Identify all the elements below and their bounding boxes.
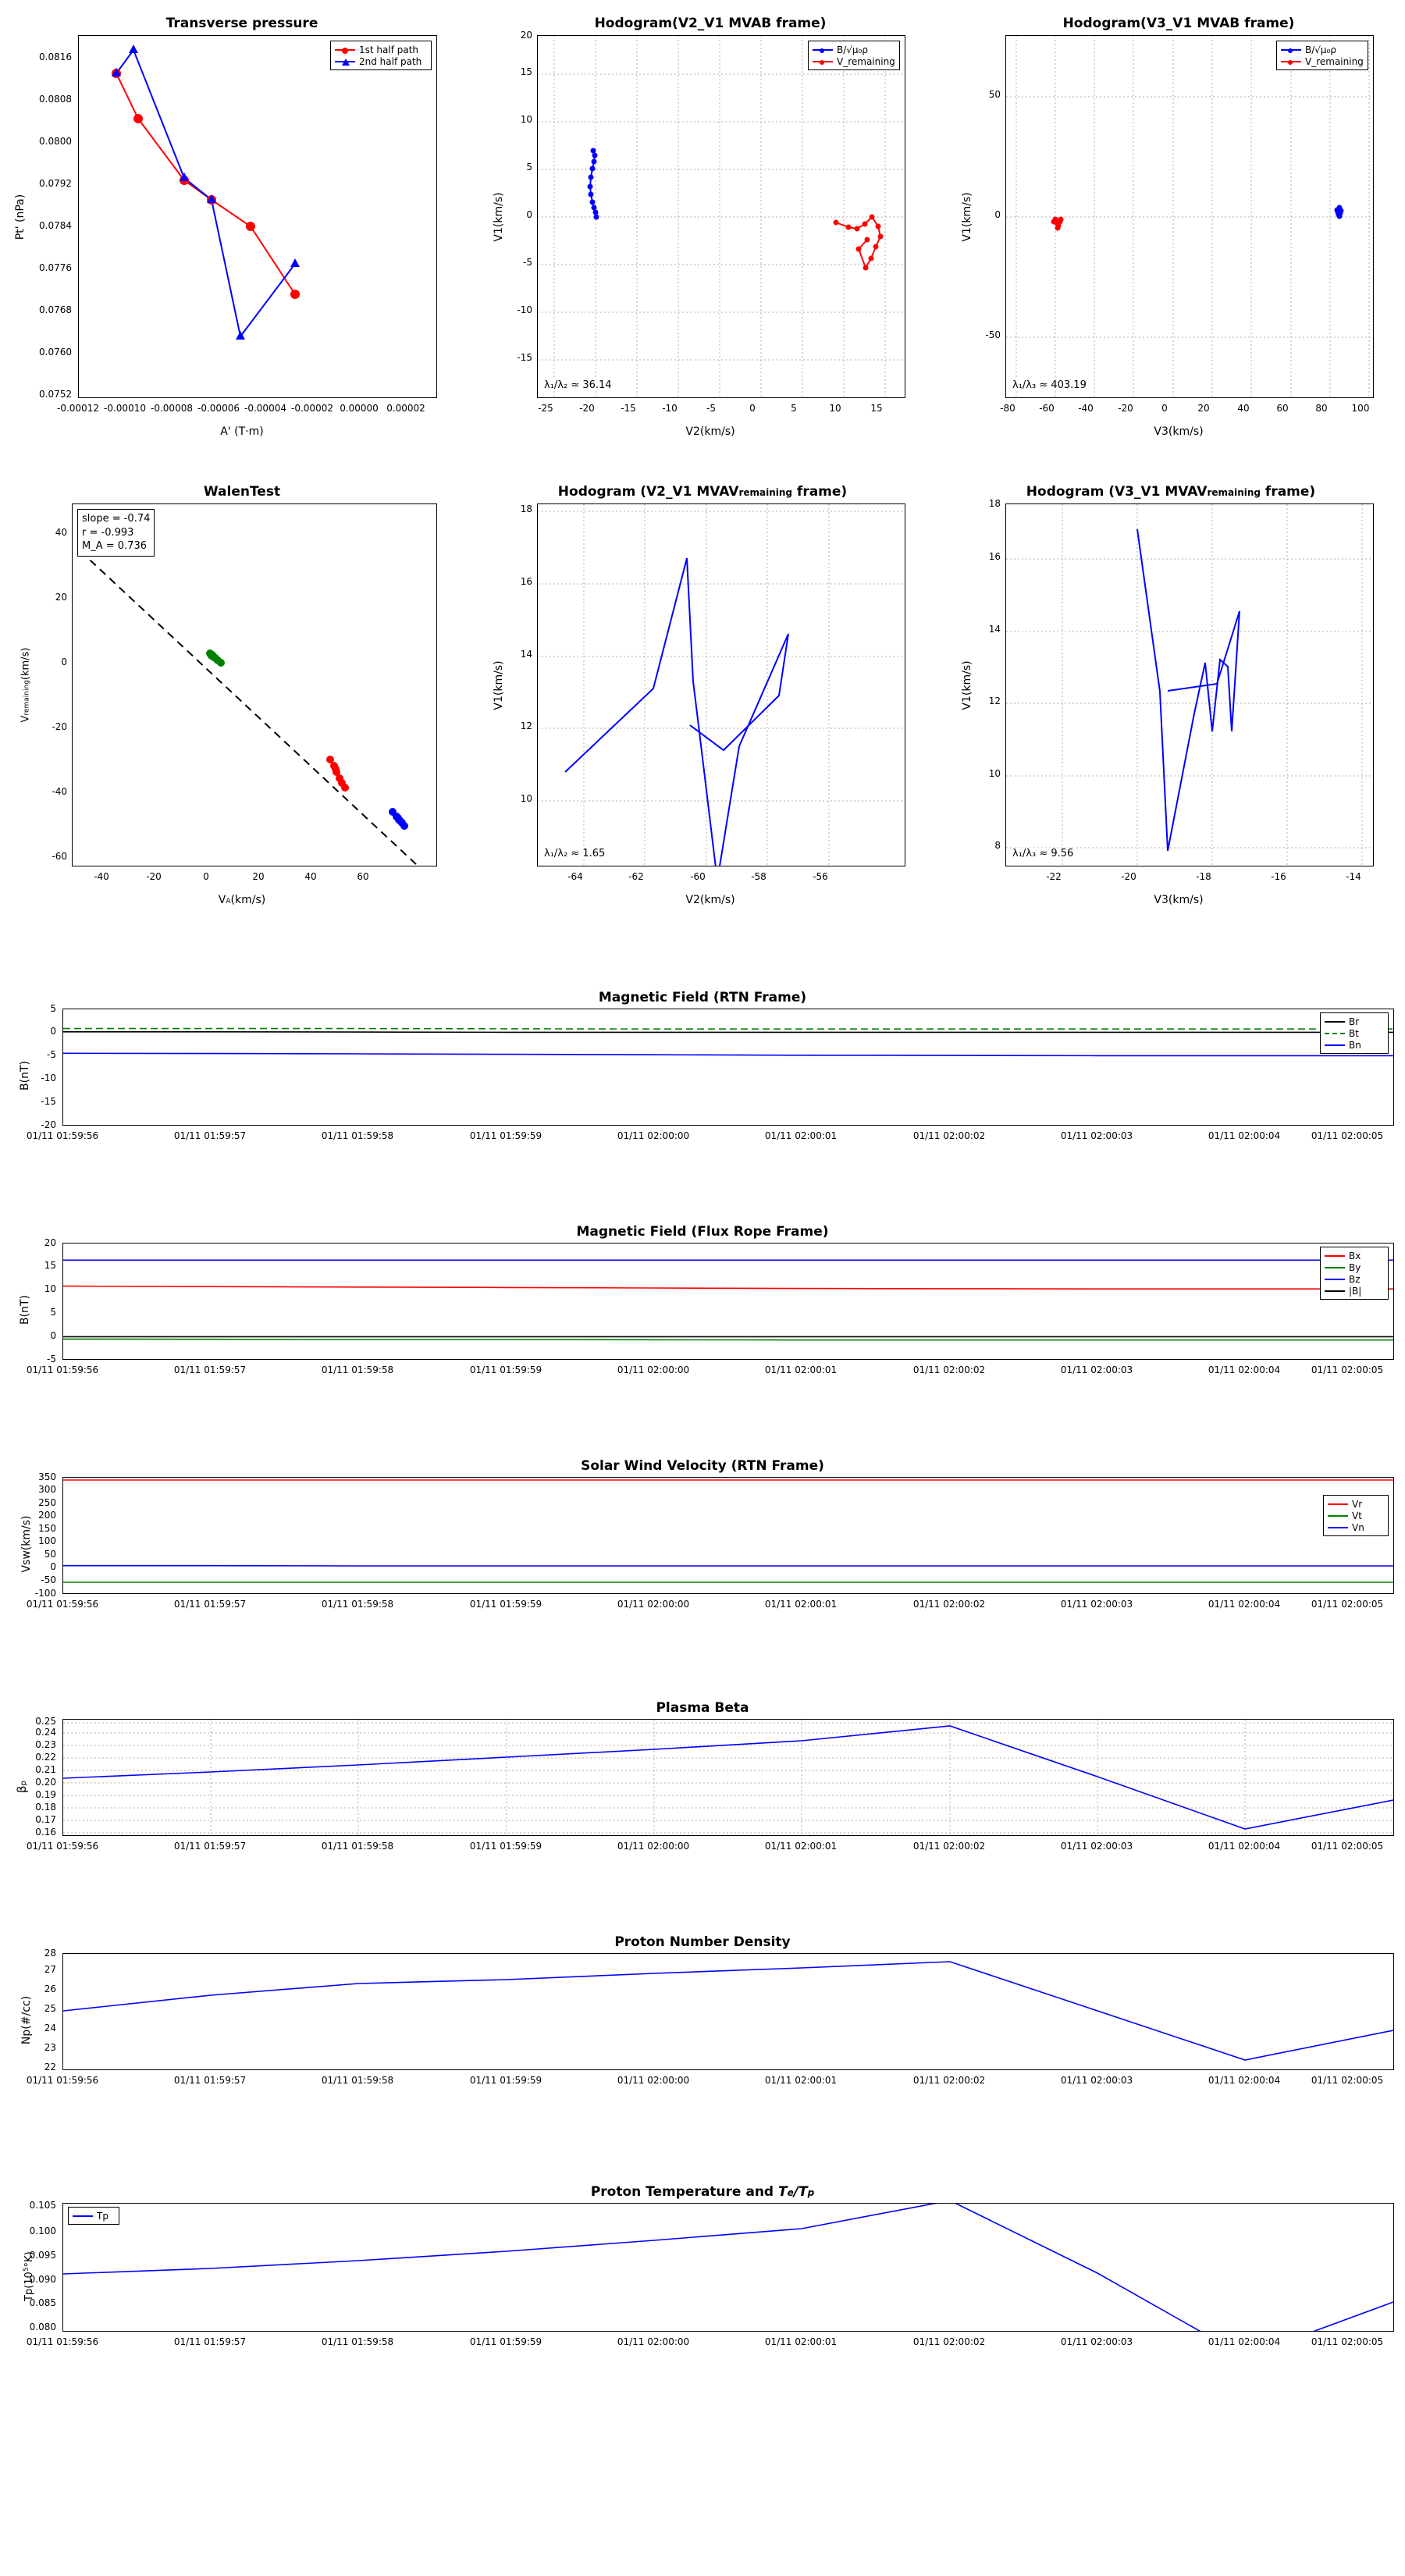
x-tick: 15 <box>870 403 883 414</box>
x-tick: 01/11 01:59:59 <box>469 1364 542 1375</box>
x-tick: 01/11 02:00:01 <box>764 1130 838 1141</box>
legend-label: Bz <box>1349 1273 1361 1285</box>
y-tick: 10 <box>520 114 532 125</box>
x-tick: 01/11 02:00:04 <box>1208 2075 1281 2086</box>
y-tick: 12 <box>520 720 532 731</box>
y-tick: 50 <box>44 1549 56 1560</box>
x-tick: 01/11 01:59:58 <box>321 1599 394 1610</box>
axis-label-x: V3(km/s) <box>1154 425 1204 438</box>
x-tick: 0 <box>203 871 209 882</box>
legend-label: Bx <box>1349 1250 1361 1261</box>
legend-solar-wind-velocity-rtn <box>1323 1495 1389 1536</box>
x-tick: -5 <box>706 403 716 414</box>
y-tick: 12 <box>988 696 1001 706</box>
x-tick: -20 <box>146 871 162 882</box>
y-tick: 0.0816 <box>39 52 72 62</box>
x-tick: 01/11 02:00:04 <box>1208 2336 1281 2347</box>
x-tick: -0.00010 <box>104 403 146 414</box>
x-tick: 01/11 02:00:02 <box>912 1130 986 1141</box>
y-tick: 350 <box>38 1471 56 1482</box>
page-title: Solar Wind Velocity (RTN Frame) <box>581 1458 824 1474</box>
legend-hodogram-v3-v1-mvab <box>1276 41 1368 70</box>
legend-label: Br <box>1349 1016 1360 1027</box>
x-tick: -0.00002 <box>291 403 333 414</box>
page-title: Magnetic Field (RTN Frame) <box>598 990 807 1005</box>
x-tick: 01/11 02:00:04 <box>1208 1130 1281 1141</box>
axis-label-y: V1(km/s) <box>961 192 973 242</box>
y-tick: 10 <box>44 1283 56 1294</box>
y-tick: 0.24 <box>35 1727 56 1738</box>
y-tick: 15 <box>520 66 532 77</box>
y-tick: 150 <box>38 1523 56 1534</box>
axis-label-y: V1(km/s) <box>961 660 973 710</box>
x-tick: 01/11 01:59:56 <box>26 1364 99 1375</box>
x-tick: 01/11 01:59:58 <box>321 2336 394 2347</box>
y-tick: 0.105 <box>29 2200 56 2211</box>
y-tick: 0.25 <box>35 1716 56 1727</box>
legend-transverse-pressure <box>330 41 432 70</box>
panel-plasma-beta <box>0 1694 1405 1881</box>
axis-label-y: Vsw(km/s) <box>20 1515 33 1573</box>
y-tick: 0 <box>994 209 1001 220</box>
x-tick: 01/11 01:59:56 <box>26 1130 99 1141</box>
x-tick: 01/11 02:00:05 <box>1311 1364 1384 1375</box>
x-tick: 0 <box>1161 403 1168 414</box>
y-tick: 0.095 <box>29 2250 56 2261</box>
x-tick: 01/11 02:00:00 <box>617 1364 690 1375</box>
panel-solar-wind-velocity-rtn <box>0 1452 1405 1639</box>
x-tick: 10 <box>829 403 841 414</box>
y-tick: 0.20 <box>35 1777 56 1788</box>
axis-label-y: Vremaining(km/s) <box>20 647 32 723</box>
x-tick: 01/11 02:00:02 <box>912 2075 986 2086</box>
y-tick: 14 <box>988 624 1001 635</box>
y-tick: -5 <box>47 1354 56 1364</box>
x-tick: 01/11 01:59:59 <box>469 1599 542 1610</box>
y-tick: 0.0776 <box>39 262 72 273</box>
legend-label: By <box>1349 1261 1361 1273</box>
plot-area-hodogram-v3-v1-mvav <box>1005 503 1374 866</box>
x-tick: -14 <box>1346 871 1361 882</box>
x-tick: 01/11 02:00:05 <box>1311 2336 1384 2347</box>
x-tick: 01/11 01:59:57 <box>173 1599 247 1610</box>
axis-label-x: A' (T·m) <box>220 425 264 438</box>
legend-label: Vr <box>1352 1498 1363 1510</box>
x-tick: 5 <box>791 403 797 414</box>
y-tick: 16 <box>988 551 1001 562</box>
x-tick: -10 <box>662 403 678 414</box>
axis-label-y: Pt' (nPa) <box>14 194 27 240</box>
legend-label: Bn <box>1349 1039 1361 1051</box>
legend-label: V_remaining <box>1305 55 1364 67</box>
y-tick: 28 <box>44 1948 56 1959</box>
plot-area-solar-wind-velocity-rtn <box>62 1477 1394 1594</box>
y-tick: 27 <box>44 1964 56 1975</box>
legend-label: Bt <box>1349 1027 1359 1039</box>
y-tick: 5 <box>50 1003 56 1014</box>
axis-label-x: V3(km/s) <box>1154 894 1204 906</box>
y-tick: -50 <box>41 1574 56 1585</box>
x-tick: 01/11 02:00:03 <box>1060 2075 1133 2086</box>
y-tick: 5 <box>50 1307 56 1318</box>
x-tick: 01/11 02:00:00 <box>617 1841 690 1852</box>
y-tick: -10 <box>41 1073 56 1083</box>
panel-proton-number-density <box>0 1928 1405 2115</box>
x-tick: -20 <box>1121 871 1136 882</box>
page-title: Hodogram(V3_V1 MVAB frame) <box>1062 16 1295 31</box>
x-tick: -0.00012 <box>57 403 99 414</box>
page-title: Transverse pressure <box>165 16 318 31</box>
x-tick: 01/11 01:59:57 <box>173 1841 247 1852</box>
y-tick: 0.090 <box>29 2274 56 2285</box>
x-tick: 01/11 01:59:57 <box>173 1364 247 1375</box>
eigenvalue-ratio-annotation: λ₁/λ₃ ≈ 9.56 <box>1012 848 1074 859</box>
y-tick: 0.0784 <box>39 220 72 231</box>
plot-area-hodogram-v3-v1-mvab <box>1005 35 1374 398</box>
x-tick: 01/11 02:00:05 <box>1311 1130 1384 1141</box>
page-title: Proton Number Density <box>614 1934 791 1950</box>
x-tick: 60 <box>1276 403 1289 414</box>
axis-label-y: V1(km/s) <box>493 192 505 242</box>
y-tick: 0.0792 <box>39 178 72 189</box>
panel-transverse-pressure <box>0 0 468 453</box>
y-tick: 0 <box>50 1330 56 1341</box>
x-tick: 01/11 01:59:56 <box>26 2075 99 2086</box>
y-tick: -20 <box>41 1119 56 1130</box>
x-tick: -60 <box>690 871 706 882</box>
x-tick: -0.00006 <box>197 403 240 414</box>
y-tick: 22 <box>44 2062 56 2073</box>
x-tick: 01/11 02:00:02 <box>912 2336 986 2347</box>
y-tick: 16 <box>520 576 532 587</box>
page-title: Proton Temperature and Te/Tp <box>590 2184 815 2200</box>
plot-area-transverse-pressure <box>78 35 437 398</box>
y-tick: 23 <box>44 2042 56 2053</box>
y-tick: 20 <box>520 30 532 41</box>
y-tick: 0 <box>50 1561 56 1572</box>
walen-slope: slope = -0.74 <box>82 513 151 525</box>
x-tick: 0 <box>749 403 756 414</box>
legend-label: Tp <box>97 2210 108 2222</box>
y-tick: 18 <box>988 498 1001 509</box>
x-tick: 01/11 02:00:02 <box>912 1841 986 1852</box>
y-tick: -10 <box>517 304 532 315</box>
plot-area-plasma-beta <box>62 1719 1394 1836</box>
y-tick: 0.16 <box>35 1827 56 1838</box>
x-tick: 01/11 01:59:59 <box>469 1841 542 1852</box>
legend-hodogram-v2-v1-mvab <box>808 41 900 70</box>
y-tick: 0.23 <box>35 1739 56 1750</box>
y-tick: 10 <box>520 793 532 804</box>
x-tick: 20 <box>1197 403 1210 414</box>
y-tick: 25 <box>44 2003 56 2014</box>
page-title: Hodogram(V2_V1 MVAB frame) <box>594 16 827 31</box>
x-tick: 01/11 01:59:57 <box>173 2336 247 2347</box>
y-tick: 40 <box>55 527 67 538</box>
panel-hodogram-v3-v1-mvab <box>937 0 1405 453</box>
x-tick: -0.00004 <box>244 403 286 414</box>
x-tick: 01/11 01:59:56 <box>26 2336 99 2347</box>
x-tick: 01/11 02:00:02 <box>912 1599 986 1610</box>
page-title: Hodogram (V3_V1 MVAVremaining frame) <box>1026 484 1316 500</box>
x-tick: 01/11 02:00:01 <box>764 1599 838 1610</box>
panel-magnetic-field-rtn <box>0 984 1405 1171</box>
x-tick: 01/11 02:00:04 <box>1208 1364 1281 1375</box>
y-tick: -15 <box>517 352 532 363</box>
x-tick: 0.00000 <box>340 403 379 414</box>
y-tick: 24 <box>44 2023 56 2033</box>
x-tick: 01/11 01:59:58 <box>321 1130 394 1141</box>
x-tick: 01/11 02:00:00 <box>617 1130 690 1141</box>
x-tick: -64 <box>567 871 583 882</box>
x-tick: 01/11 02:00:01 <box>764 2075 838 2086</box>
y-tick: 0.22 <box>35 1752 56 1763</box>
eigenvalue-ratio-annotation: λ₁/λ₂ ≈ 36.14 <box>544 379 612 391</box>
y-tick: 100 <box>38 1535 56 1546</box>
y-tick: 26 <box>44 1984 56 1994</box>
y-tick: 0.080 <box>29 2322 56 2332</box>
x-tick: 01/11 02:00:02 <box>912 1364 986 1375</box>
y-tick: 0.19 <box>35 1789 56 1800</box>
x-tick: 01/11 02:00:00 <box>617 1599 690 1610</box>
panel-hodogram-v2-v1-mvab <box>468 0 937 453</box>
x-tick: 01/11 01:59:57 <box>173 1130 247 1141</box>
y-tick: -100 <box>34 1588 56 1599</box>
page-title: Plasma Beta <box>656 1700 749 1716</box>
walen-ma: M_A = 0.736 <box>82 540 147 553</box>
y-tick: 0.0760 <box>39 347 72 358</box>
walen-stats-box <box>77 509 155 557</box>
x-tick: 01/11 02:00:04 <box>1208 1841 1281 1852</box>
x-tick: -20 <box>579 403 595 414</box>
x-tick: 01/11 02:00:03 <box>1060 1599 1133 1610</box>
x-tick: 01/11 02:00:01 <box>764 1841 838 1852</box>
axis-label-x: V2(km/s) <box>685 425 735 438</box>
y-tick: 20 <box>55 592 67 603</box>
y-tick: 0 <box>526 209 532 220</box>
plot-area-magnetic-field-rtn <box>62 1009 1394 1126</box>
y-tick: 0.0768 <box>39 304 72 315</box>
x-tick: 01/11 02:00:00 <box>617 2336 690 2347</box>
legend-magnetic-field-flux-rope <box>1320 1247 1389 1300</box>
x-tick: 01/11 02:00:04 <box>1208 1599 1281 1610</box>
x-tick: -15 <box>621 403 636 414</box>
y-tick: 10 <box>988 768 1001 779</box>
y-tick: 8 <box>994 840 1001 851</box>
y-tick: 50 <box>988 89 1001 100</box>
x-tick: -0.00008 <box>151 403 193 414</box>
plot-area-magnetic-field-flux-rope <box>62 1243 1394 1360</box>
x-tick: -40 <box>94 871 109 882</box>
panel-walen-test <box>0 468 468 921</box>
x-tick: -25 <box>538 403 553 414</box>
legend-label: B/√μ₀ρ <box>1305 44 1336 55</box>
axis-label-y: V1(km/s) <box>493 660 505 710</box>
y-tick: 15 <box>44 1260 56 1271</box>
x-tick: 01/11 01:59:59 <box>469 2075 542 2086</box>
legend-proton-temperature <box>68 2207 119 2225</box>
x-tick: 01/11 02:00:03 <box>1060 2336 1133 2347</box>
axis-label-y: Np(#/cc) <box>20 1995 33 2045</box>
page-title: Hodogram (V2_V1 MVAVremaining frame) <box>557 484 848 500</box>
y-tick: 200 <box>38 1510 56 1521</box>
legend-label: V_remaining <box>837 55 895 67</box>
x-tick: 40 <box>304 871 317 882</box>
x-tick: 80 <box>1315 403 1328 414</box>
x-tick: -22 <box>1046 871 1062 882</box>
x-tick: 01/11 02:00:00 <box>617 2075 690 2086</box>
y-tick: 18 <box>520 503 532 514</box>
y-tick: 0.18 <box>35 1802 56 1813</box>
panel-magnetic-field-flux-rope <box>0 1218 1405 1405</box>
x-tick: 01/11 01:59:59 <box>469 2336 542 2347</box>
x-tick: -56 <box>813 871 828 882</box>
y-tick: 5 <box>526 162 532 173</box>
x-tick: 01/11 01:59:58 <box>321 2075 394 2086</box>
y-tick: -15 <box>41 1096 56 1107</box>
x-tick: -62 <box>628 871 644 882</box>
x-tick: 01/11 01:59:59 <box>469 1130 542 1141</box>
plot-area-hodogram-v2-v1-mvab <box>537 35 905 398</box>
panel-hodogram-v3-v1-mvav <box>937 468 1405 921</box>
x-tick: 01/11 02:00:05 <box>1311 1841 1384 1852</box>
y-tick: 300 <box>38 1484 56 1495</box>
plot-area-proton-temperature <box>62 2203 1394 2332</box>
y-tick: 0.085 <box>29 2297 56 2308</box>
panel-hodogram-v2-v1-mvav <box>468 468 937 921</box>
x-tick: -20 <box>1118 403 1133 414</box>
x-tick: 01/11 02:00:03 <box>1060 1364 1133 1375</box>
x-tick: 01/11 02:00:03 <box>1060 1841 1133 1852</box>
eigenvalue-ratio-annotation: λ₁/λ₂ ≈ 1.65 <box>544 848 606 859</box>
y-tick: 0 <box>50 1026 56 1037</box>
y-tick: 0.21 <box>35 1764 56 1775</box>
legend-label: 1st half path <box>359 44 419 55</box>
y-tick: 0.17 <box>35 1814 56 1825</box>
x-tick: 0.00002 <box>386 403 425 414</box>
x-tick: -60 <box>1039 403 1055 414</box>
x-tick: -58 <box>751 871 767 882</box>
page-title: Magnetic Field (Flux Rope Frame) <box>576 1224 829 1240</box>
axis-label-x: V2(km/s) <box>685 894 735 906</box>
y-tick: -5 <box>523 257 532 268</box>
x-tick: 100 <box>1351 403 1370 414</box>
y-tick: 250 <box>38 1497 56 1508</box>
y-tick: -50 <box>985 329 1001 340</box>
axis-label-y: B(nT) <box>19 1295 31 1325</box>
axis-label-x: VA(km/s) <box>218 894 266 906</box>
page-title: WalenTest <box>203 484 281 500</box>
axis-label-y: B(nT) <box>19 1061 31 1091</box>
x-tick: 01/11 02:00:05 <box>1311 1599 1384 1610</box>
y-tick: 20 <box>44 1237 56 1248</box>
walen-r: r = -0.993 <box>82 526 134 539</box>
legend-label: Vn <box>1352 1521 1364 1533</box>
plot-area-walen-test <box>72 503 437 866</box>
y-tick: -20 <box>52 721 67 732</box>
y-tick: 0.0800 <box>39 136 72 147</box>
x-tick: -16 <box>1271 871 1286 882</box>
y-tick: -5 <box>47 1049 56 1060</box>
legend-magnetic-field-rtn <box>1320 1012 1389 1054</box>
x-tick: 01/11 02:00:03 <box>1060 1130 1133 1141</box>
legend-label: B/√μ₀ρ <box>837 44 868 55</box>
x-tick: 40 <box>1237 403 1250 414</box>
x-tick: 01/11 02:00:01 <box>764 2336 838 2347</box>
axis-label-y: βp <box>15 1781 29 1793</box>
x-tick: 60 <box>357 871 369 882</box>
x-tick: 01/11 02:00:05 <box>1311 2075 1384 2086</box>
x-tick: 01/11 01:59:56 <box>26 1599 99 1610</box>
plot-area-hodogram-v2-v1-mvav <box>537 503 905 866</box>
x-tick: -80 <box>1000 403 1016 414</box>
y-tick: 0.0752 <box>39 389 72 400</box>
panel-proton-temperature <box>0 2178 1405 2381</box>
x-tick: -40 <box>1078 403 1094 414</box>
y-tick: 14 <box>520 649 532 660</box>
y-tick: -60 <box>52 851 67 862</box>
legend-label: 2nd half path <box>359 55 422 67</box>
axis-label-y: $Tp(10^5^\circ K)$ <box>22 2251 36 2301</box>
x-tick: 01/11 01:59:58 <box>321 1841 394 1852</box>
x-tick: 01/11 02:00:01 <box>764 1364 838 1375</box>
x-tick: 01/11 01:59:57 <box>173 2075 247 2086</box>
x-tick: -18 <box>1196 871 1211 882</box>
eigenvalue-ratio-annotation: λ₁/λ₃ ≈ 403.19 <box>1012 379 1087 391</box>
y-tick: 0 <box>61 656 67 667</box>
y-tick: -40 <box>52 786 67 797</box>
legend-label: |B| <box>1349 1285 1362 1297</box>
y-tick: 0.0808 <box>39 94 72 105</box>
x-tick: 20 <box>252 871 265 882</box>
x-tick: 01/11 01:59:58 <box>321 1364 394 1375</box>
legend-label: Vt <box>1352 1510 1362 1521</box>
plot-area-proton-number-density <box>62 1953 1394 2070</box>
y-tick: 0.100 <box>29 2226 56 2236</box>
x-tick: 01/11 01:59:56 <box>26 1841 99 1852</box>
